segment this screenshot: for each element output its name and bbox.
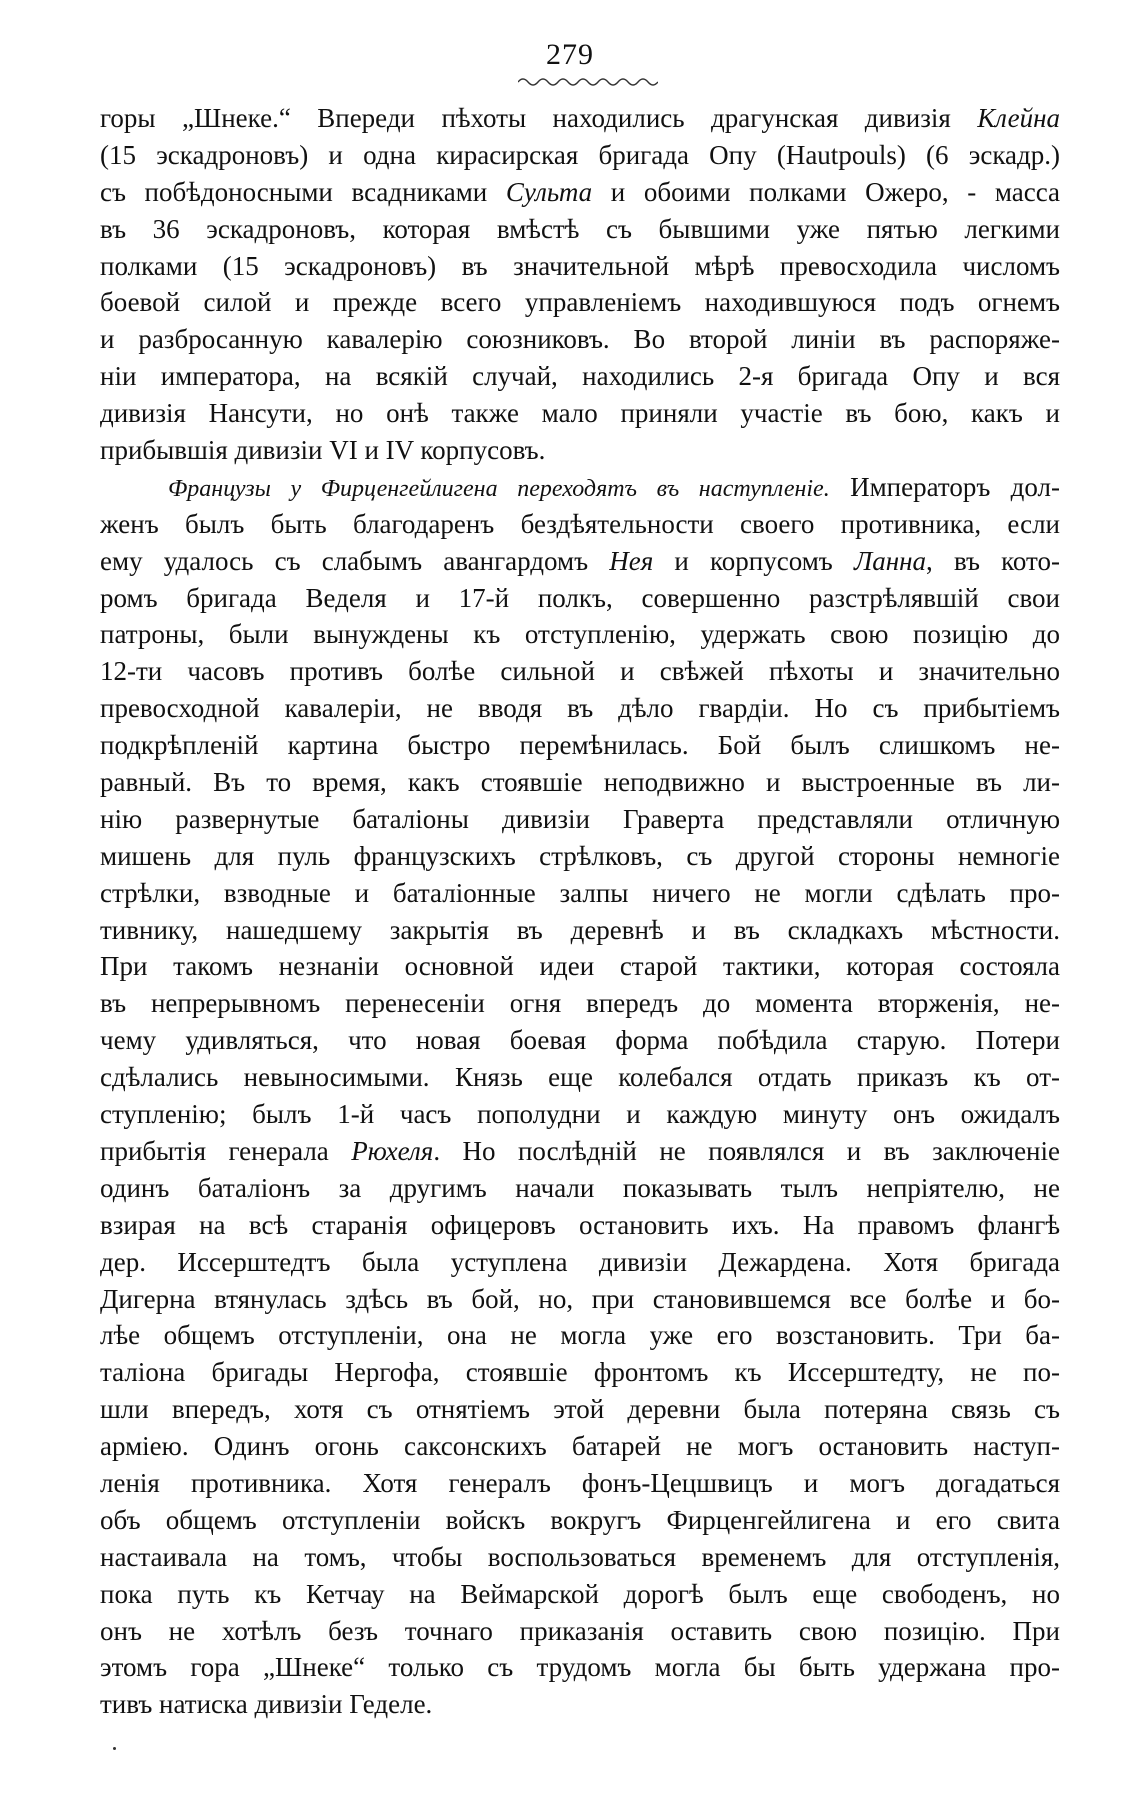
text-line: [100, 1613, 1060, 1650]
italic-name: Клейна: [977, 103, 1060, 133]
text-run: настаивала на томъ, чтобы воспользоваться временемъ для отступленія,: [100, 1541, 1060, 1572]
text-line: [100, 1391, 1060, 1428]
print-speck: [113, 1747, 116, 1750]
text-run: въ 36 эскадроновъ, которая вмѣстѣ съ бывшими уже пятью легкими: [100, 213, 1060, 244]
italic-name: Нея: [609, 545, 654, 576]
section-heading: Французы у Фирценгейлигена переходятъ въ наступленіе.: [168, 475, 830, 502]
text-run: сдѣлались невыносимыми. Князь еще колебался отдать приказъ къ от-: [100, 1062, 1060, 1093]
text-run: объ общемъ отступленіи войскъ вокругъ Фирценгейлигена и его свита: [100, 1504, 1060, 1535]
text-run: этомъ гора „Шнеке“ только съ трудомъ могла бы быть удержана про-: [100, 1652, 1060, 1683]
text-run: и обоими полками Ожеро, - масса: [592, 176, 1060, 207]
text-line: [100, 875, 1060, 912]
text-line: [100, 432, 1060, 469]
paragraph: [100, 469, 1060, 1723]
text-run: таліона бригады Нергофа, стоявшіе фронтомъ къ Иссерштедту, не по-: [100, 1357, 1060, 1388]
text-line: [100, 1686, 1060, 1723]
text-line: [100, 321, 1060, 358]
text-run: тивъ натиска дивизіи Геделе.: [100, 1689, 433, 1720]
text-run: шли впередъ, хотя съ отнятіемъ этой деревни была потеряна связь съ: [100, 1394, 1060, 1425]
text-line: [100, 580, 1060, 617]
text-line: [100, 1281, 1060, 1318]
text-line: [100, 690, 1060, 727]
text-run: пока путь къ Кетчау на Веймарской дорогѣ былъ еще свободенъ, но: [100, 1578, 1060, 1609]
text-line: [100, 948, 1060, 985]
text-run: и корпусомъ: [653, 545, 854, 576]
text-run: тивнику, нашедшему закрытія въ деревнѣ и въ складкахъ мѣстности.: [100, 914, 1060, 945]
text-run: съ побѣдоносными всадниками: [100, 176, 506, 207]
text-run: патроны, были вынуждены къ отступленію, удержать свою позицію до: [100, 619, 1060, 650]
italic-name: Рюхеля: [351, 1135, 434, 1166]
text-line: [100, 616, 1060, 653]
text-line: [100, 1059, 1060, 1096]
text-run: ему удалось съ слабымъ авангардомъ: [100, 545, 610, 576]
text-line: [100, 838, 1060, 875]
text-line: [100, 1096, 1060, 1133]
text-line: [100, 1576, 1060, 1613]
text-line: [100, 469, 1060, 506]
paragraph: [100, 100, 1060, 469]
text-run: лѣе общемъ отступленіи, она не могла уже его возстановить. Три ба-: [100, 1320, 1060, 1351]
text-line: [100, 248, 1060, 285]
italic-name: Сульта: [505, 176, 593, 207]
text-line: [100, 1317, 1060, 1354]
text-run: боевой силой и прежде всего управленіемъ находившуюся подъ огнемъ: [100, 287, 1060, 318]
text-run: 12-ти часовъ противъ болѣе сильной и свѣжей пѣхоты и значительно: [100, 656, 1060, 687]
text-line: [100, 395, 1060, 432]
text-line: [100, 284, 1060, 321]
text-line: [100, 211, 1060, 248]
text-line: [100, 1244, 1060, 1281]
text-run: ступленію; былъ 1-й часъ пополудни и каждую минуту онъ ожидалъ: [100, 1099, 1060, 1130]
text-run: полками (15 эскадроновъ) въ значительной мѣрѣ превосходила числомъ: [100, 250, 1060, 281]
text-run: ленія противника. Хотя генералъ фонъ-Цецшвицъ и могъ догадаться: [100, 1467, 1060, 1498]
text-run: мишень для пуль французскихъ стрѣлковъ, съ другой стороны немногіе: [100, 840, 1060, 871]
text-run: онъ не хотѣлъ безъ точнаго приказанія оставить свою позицію. При: [100, 1615, 1060, 1646]
text-run: въ непрерывномъ перенесеніи огня впередъ до момента вторженія, не-: [100, 988, 1060, 1019]
text-run: горы „Шнеке.“ Впереди пѣхоты находились драгунская дивизія: [100, 103, 978, 133]
text-line: [100, 1354, 1060, 1391]
text-line: [100, 1465, 1060, 1502]
text-run: и разбросанную кавалерію союзниковъ. Во второй линіи въ распоряже-: [100, 324, 1060, 355]
text-run: равный. Въ то время, какъ стоявшіе неподвижно и выстроенные въ ли-: [100, 767, 1060, 798]
text-line: [100, 1170, 1060, 1207]
text-run: (15 эскадроновъ) и одна кирасирская бригада Опу (Hautpouls) (6 эскадр.): [100, 139, 1060, 170]
text-line: [100, 1022, 1060, 1059]
text-line: [100, 1428, 1060, 1465]
text-line: [100, 985, 1060, 1022]
text-run: ромъ бригада Веделя и 17-й полкъ, совершенно разстрѣлявшій свои: [100, 582, 1060, 613]
text-line: [100, 506, 1060, 543]
text-run: ніи императора, на всякій случай, находились 2-я бригада Опу и вся: [100, 361, 1060, 392]
text-run: женъ былъ быть благодаренъ бездѣятельности своего противника, если: [100, 508, 1060, 539]
text-line: [100, 543, 1060, 580]
text-line: [100, 1207, 1060, 1244]
text-run: прибывшія дивизіи VI и IV корпусовъ.: [100, 435, 546, 466]
text-line: [100, 1502, 1060, 1539]
text-run: Императоръ дол-: [829, 471, 1060, 502]
text-run: , въ кото-: [926, 545, 1060, 576]
text-line: [100, 801, 1060, 838]
text-line: [100, 137, 1060, 174]
text-line: [100, 653, 1060, 690]
text-run: арміею. Одинъ огонь саксонскихъ батарей не могъ остановить наступ-: [100, 1431, 1060, 1462]
text-run: . Но послѣдній не появлялся и въ заключеніе: [433, 1135, 1060, 1166]
text-line: [100, 764, 1060, 801]
text-run: При такомъ незнаніи основной идеи старой тактики, которая состояла: [100, 951, 1060, 982]
text-run: прибытія генерала: [100, 1135, 352, 1166]
text-line: [100, 100, 1060, 137]
text-line: [100, 358, 1060, 395]
text-run: дер. Иссерштедтъ была уступлена дивизіи Дежардена. Хотя бригада: [100, 1246, 1060, 1277]
text-line: [100, 1649, 1060, 1686]
page-number: 279: [546, 38, 594, 71]
body-text: [100, 100, 1060, 1723]
text-run: стрѣлки, взводные и баталіонные залпы ничего не могли сдѣлать про-: [100, 877, 1060, 908]
text-run: Дигерна втянулась здѣсь въ бой, но, при становившемся все болѣе и бо-: [100, 1283, 1060, 1314]
italic-name: Ланна: [853, 545, 927, 576]
text-line: [100, 174, 1060, 211]
text-run: превосходной кавалеріи, не вводя въ дѣло гвардіи. Но съ прибытіемъ: [100, 693, 1060, 724]
text-run: одинъ баталіонъ за другимъ начали показывать тылъ непріятелю, не: [100, 1172, 1060, 1203]
text-run: чему удивляться, что новая боевая форма побѣдила старую. Потери: [100, 1025, 1060, 1056]
text-run: нію развернутые баталіоны дивизіи Граверта представляли отличную: [100, 803, 1060, 834]
text-run: взирая на всѣ старанія офицеровъ остановить ихъ. На правомъ флангѣ: [100, 1209, 1060, 1240]
text-run: дивизія Нансути, но онѣ также мало приняли участіе въ бою, какъ и: [100, 398, 1060, 429]
text-line: [100, 727, 1060, 764]
text-line: [100, 1133, 1060, 1170]
text-line: [100, 912, 1060, 949]
text-line: [100, 1539, 1060, 1576]
text-run: подкрѣпленій картина быстро перемѣнилась. Бой былъ слишкомъ не-: [100, 730, 1060, 761]
wavy-ornament-icon: [518, 76, 658, 88]
